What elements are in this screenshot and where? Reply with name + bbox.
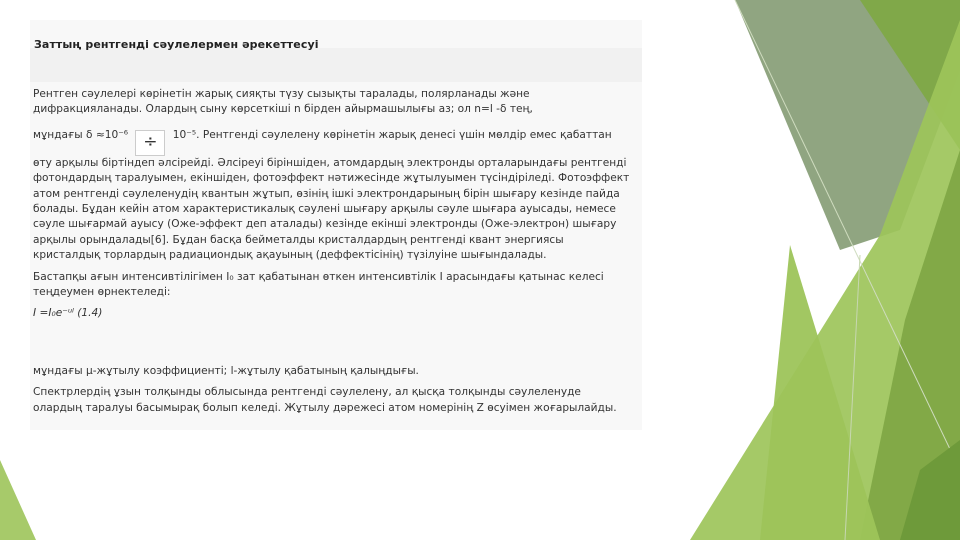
right-top-strip-shape bbox=[860, 0, 960, 150]
bottom-dark-wedge-shape bbox=[900, 440, 960, 540]
deco-line-2 bbox=[845, 255, 860, 540]
delta-prefix: мұндағы δ ≈10⁻⁶ bbox=[33, 128, 129, 141]
right-top-band-shape bbox=[735, 0, 960, 250]
paragraph-refraction: Рентген сәулелері көрінетін жарық сияқты түзу сызықты таралады, полярланады және дифракцияланады. Олардың сыну көрсеткіші n бірден айырмашылығы аз; ол n=l -δ тең, bbox=[33, 88, 533, 116]
paragraph-absorption bbox=[33, 128, 633, 264]
right-dark-triangle-shape bbox=[860, 150, 960, 540]
spacer bbox=[33, 328, 633, 364]
right-blade-shape bbox=[760, 245, 880, 540]
equation-line: I =I₀e⁻ᵘˡ (1.4) bbox=[33, 307, 103, 320]
slide-title: Заттың рентгенді сәулелермен әрекеттесуі bbox=[34, 38, 319, 51]
slide-body bbox=[33, 87, 633, 422]
paragraph-intensity: Бастапқы ағын интенсивтілігімен I₀ зат қабатынан өткен интенсивтілік I арасындағы қатынас келесі теңдеумен өрнектеледі: bbox=[33, 270, 604, 299]
deco-line-1 bbox=[735, 0, 960, 470]
left-triangle-shape bbox=[0, 460, 36, 540]
paragraph-spectrum: Спектрлердің ұзын толқынды облысында рентгенді сәулелену, ал қысқа толқынды сәулеленуде олардың таралуы басымырақ болып келеді. Жұтылу дәрежесі атом номерінің Z өсуімен жоғарылайды. bbox=[33, 386, 617, 414]
faded-background-band bbox=[30, 48, 642, 82]
paragraph-definitions: мұндағы μ-жұтылу коэффициенті; l-жұтылу қабатының қалыңдығы. bbox=[33, 364, 419, 377]
right-large-triangle-shape bbox=[690, 20, 960, 540]
absorption-text: 10⁻⁵. Рентгенді сәулелену көрінетін жарық денесі үшін мөлдір емес қабаттан өту арқылы біртіндеп әлсірейді. Әлсіреуі біріншіден, атомдардың электронды орталарындағы рентгенді фотондардың таралуымен, екіншіден, фотоэффект нәтижесінде жұтылуымен түсіндіріледі. Фотоэффект атом рентгенді сәулеленудің квантын жұтып, өзінің ішкі электрондарының бірін шығару кезінде пайда болады. Бұдан кейін атом характеристикалық сәулені шығару арқылы сәуле шығара ауысады, немесе сәуле шығармай ауысу (Оже-эффект деп аталады) кезінде екінші электронды (Оже-электрон) шығару арқылы орындалады[6]. Бұдан басқа бейметалды кристалдардың рентгенді квант энергиясы кристалдық торлардың радиациондық ақауының (деффектісінің) түзілуіне шығындалады. bbox=[33, 128, 630, 262]
divide-icon: ÷ bbox=[135, 130, 165, 156]
